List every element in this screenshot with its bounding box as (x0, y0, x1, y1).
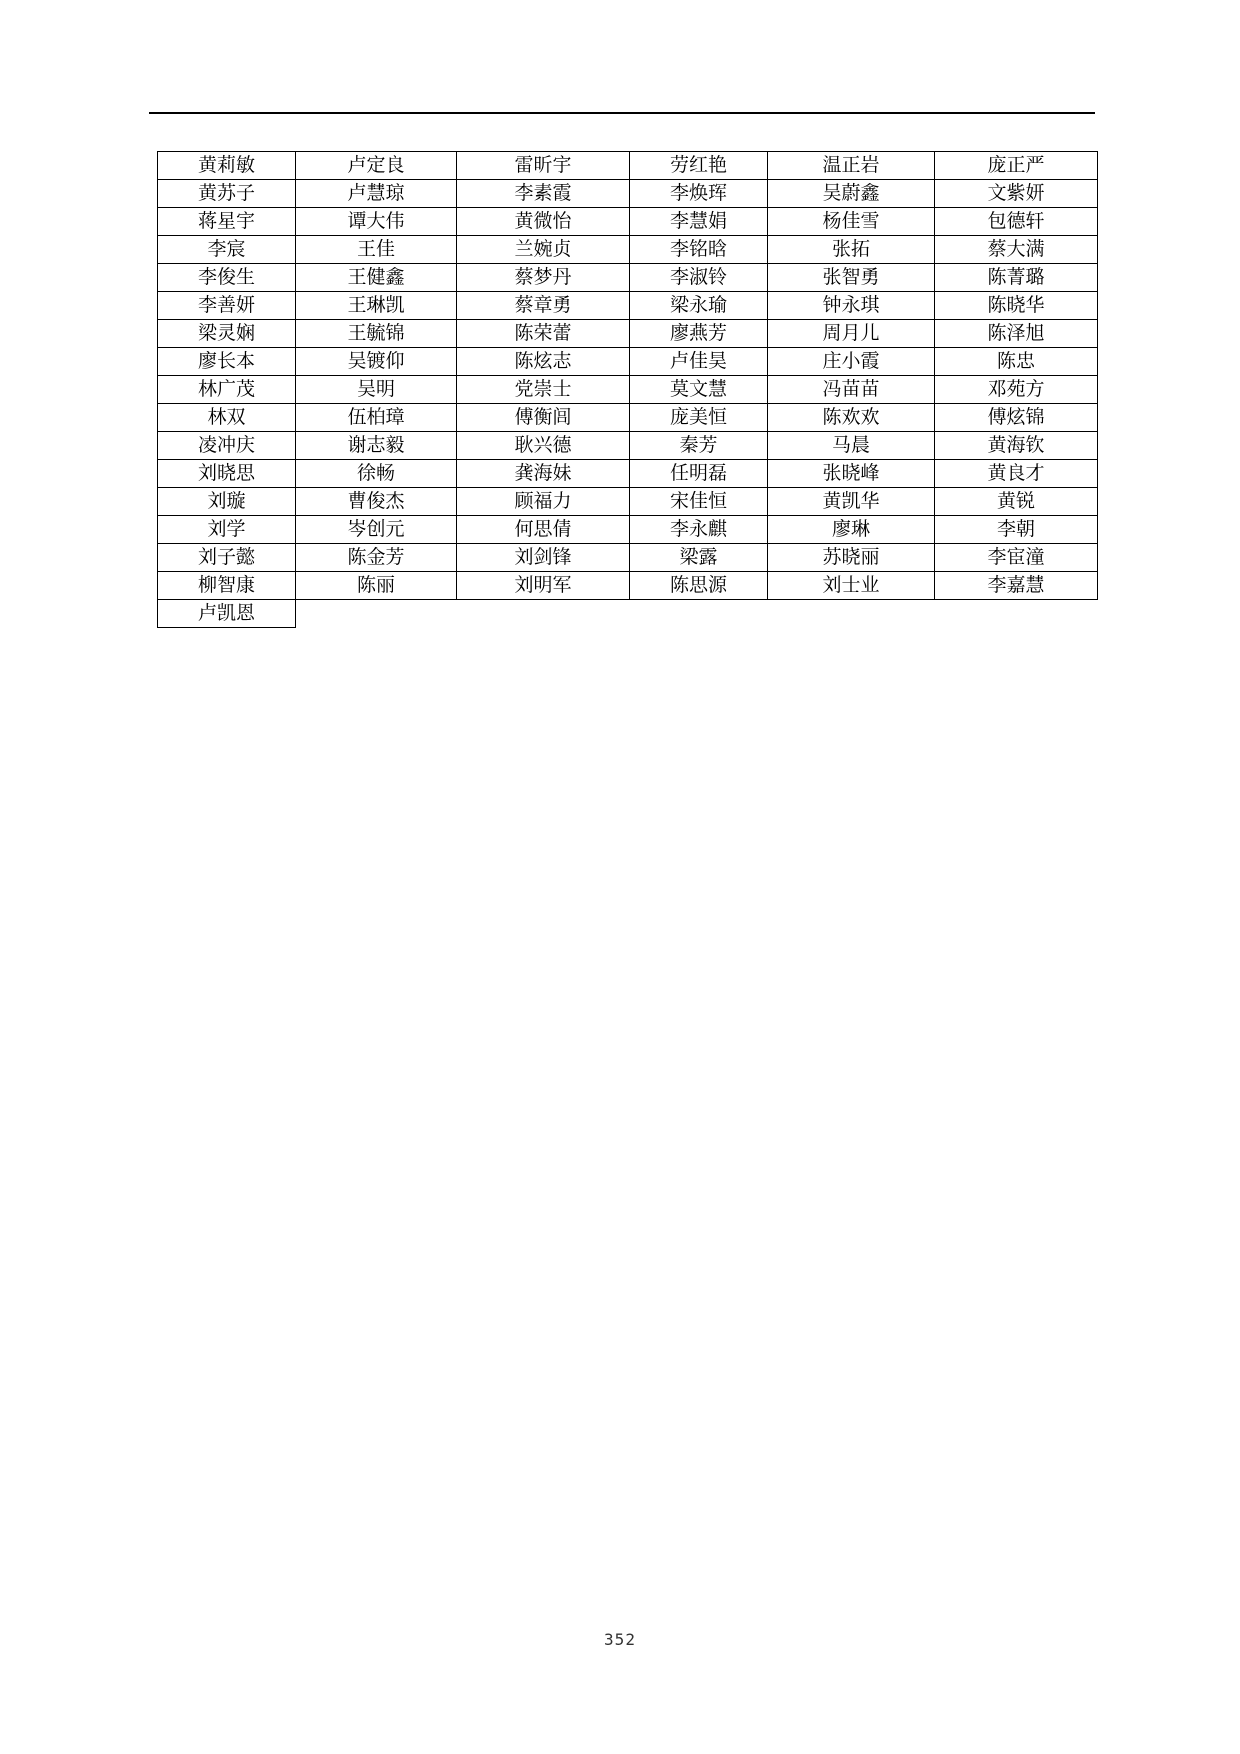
name-cell: 黄莉敏 (158, 152, 296, 180)
name-cell: 谢志毅 (296, 432, 457, 460)
name-cell: 陈金芳 (296, 544, 457, 572)
name-cell: 劳红艳 (630, 152, 768, 180)
name-cell: 陈忠 (935, 348, 1098, 376)
name-cell: 梁灵娴 (158, 320, 296, 348)
name-cell: 蔡梦丹 (457, 264, 630, 292)
empty-cell (768, 600, 935, 628)
table-row (158, 600, 1098, 628)
name-cell: 李善妍 (158, 292, 296, 320)
name-cell: 庄小霞 (768, 348, 935, 376)
name-cell: 陈泽旭 (935, 320, 1098, 348)
name-cell: 卢凯恩 (158, 600, 296, 628)
name-list-table (157, 151, 1098, 628)
name-cell: 刘子懿 (158, 544, 296, 572)
name-cell: 林广茂 (158, 376, 296, 404)
name-cell: 黄锐 (935, 488, 1098, 516)
name-cell: 吴明 (296, 376, 457, 404)
table-row (158, 572, 1098, 600)
name-cell: 卢佳昊 (630, 348, 768, 376)
name-cell: 党崇士 (457, 376, 630, 404)
name-cell: 林双 (158, 404, 296, 432)
name-cell: 庞美恒 (630, 404, 768, 432)
name-cell: 邓苑方 (935, 376, 1098, 404)
name-cell: 陈思源 (630, 572, 768, 600)
name-cell: 卢定良 (296, 152, 457, 180)
name-cell: 李俊生 (158, 264, 296, 292)
name-cell: 张晓峰 (768, 460, 935, 488)
name-cell: 温正岩 (768, 152, 935, 180)
table-row (158, 236, 1098, 264)
table-row (158, 180, 1098, 208)
name-cell: 任明磊 (630, 460, 768, 488)
name-cell: 陈丽 (296, 572, 457, 600)
name-cell: 李宸 (158, 236, 296, 264)
name-cell: 廖燕芳 (630, 320, 768, 348)
name-cell: 谭大伟 (296, 208, 457, 236)
name-cell: 王佳 (296, 236, 457, 264)
name-cell: 张智勇 (768, 264, 935, 292)
table-row (158, 376, 1098, 404)
name-cell: 吴蔚鑫 (768, 180, 935, 208)
name-cell: 廖长本 (158, 348, 296, 376)
name-cell: 傅炫锦 (935, 404, 1098, 432)
name-cell: 庞正严 (935, 152, 1098, 180)
name-cell: 蒋星宇 (158, 208, 296, 236)
name-cell: 李慧娟 (630, 208, 768, 236)
table-row (158, 320, 1098, 348)
name-cell: 何思倩 (457, 516, 630, 544)
table-row (158, 292, 1098, 320)
name-cell: 王毓锦 (296, 320, 457, 348)
name-cell: 李宦潼 (935, 544, 1098, 572)
name-cell: 陈炫志 (457, 348, 630, 376)
name-cell: 秦芳 (630, 432, 768, 460)
name-cell: 徐畅 (296, 460, 457, 488)
table-row (158, 264, 1098, 292)
name-cell: 李嘉慧 (935, 572, 1098, 600)
name-cell: 马晨 (768, 432, 935, 460)
name-cell: 陈欢欢 (768, 404, 935, 432)
name-cell: 刘晓思 (158, 460, 296, 488)
name-cell: 李永麒 (630, 516, 768, 544)
name-cell: 苏晓丽 (768, 544, 935, 572)
name-cell: 钟永琪 (768, 292, 935, 320)
name-cell: 王琳凯 (296, 292, 457, 320)
name-cell: 李素霞 (457, 180, 630, 208)
name-cell: 曹俊杰 (296, 488, 457, 516)
name-cell: 傅衡闾 (457, 404, 630, 432)
name-cell: 雷昕宇 (457, 152, 630, 180)
name-cell: 顾福力 (457, 488, 630, 516)
name-cell: 陈晓华 (935, 292, 1098, 320)
name-cell: 宋佳恒 (630, 488, 768, 516)
name-cell: 柳智康 (158, 572, 296, 600)
name-cell: 黄凯华 (768, 488, 935, 516)
name-cell: 黄苏子 (158, 180, 296, 208)
name-cell: 张拓 (768, 236, 935, 264)
name-cell: 龚海妹 (457, 460, 630, 488)
name-cell: 李淑铃 (630, 264, 768, 292)
empty-cell (296, 600, 457, 628)
name-cell: 周月儿 (768, 320, 935, 348)
table-row (158, 460, 1098, 488)
name-table-body (158, 152, 1098, 628)
empty-cell (457, 600, 630, 628)
name-cell: 凌冲庆 (158, 432, 296, 460)
name-cell: 李铭晗 (630, 236, 768, 264)
name-cell: 伍柏璋 (296, 404, 457, 432)
name-cell: 王健鑫 (296, 264, 457, 292)
name-cell: 李焕珲 (630, 180, 768, 208)
name-cell: 梁露 (630, 544, 768, 572)
name-cell: 黄良才 (935, 460, 1098, 488)
name-cell: 蔡大满 (935, 236, 1098, 264)
name-cell: 兰婉贞 (457, 236, 630, 264)
name-cell: 吴镀仰 (296, 348, 457, 376)
table-row (158, 544, 1098, 572)
name-cell: 冯苗苗 (768, 376, 935, 404)
name-cell: 刘剑锋 (457, 544, 630, 572)
name-cell: 包德轩 (935, 208, 1098, 236)
empty-cell (935, 600, 1098, 628)
name-cell: 陈菁璐 (935, 264, 1098, 292)
header-rule (149, 112, 1095, 114)
name-cell: 耿兴德 (457, 432, 630, 460)
name-cell: 陈荣蕾 (457, 320, 630, 348)
name-cell: 李朝 (935, 516, 1098, 544)
name-cell: 刘璇 (158, 488, 296, 516)
name-cell: 蔡章勇 (457, 292, 630, 320)
name-cell: 刘学 (158, 516, 296, 544)
table-row (158, 348, 1098, 376)
name-cell: 刘明军 (457, 572, 630, 600)
page-number: 352 (604, 1630, 636, 1649)
table-row (158, 404, 1098, 432)
name-cell: 卢慧琼 (296, 180, 457, 208)
name-cell: 岑创元 (296, 516, 457, 544)
name-cell: 刘士业 (768, 572, 935, 600)
table-row (158, 516, 1098, 544)
name-cell: 梁永瑜 (630, 292, 768, 320)
table-row (158, 208, 1098, 236)
table-row (158, 152, 1098, 180)
name-cell: 黄微怡 (457, 208, 630, 236)
table-row (158, 488, 1098, 516)
table-row (158, 432, 1098, 460)
name-cell: 莫文慧 (630, 376, 768, 404)
name-cell: 廖琳 (768, 516, 935, 544)
empty-cell (630, 600, 768, 628)
name-cell: 黄海钦 (935, 432, 1098, 460)
name-cell: 文紫妍 (935, 180, 1098, 208)
name-cell: 杨佳雪 (768, 208, 935, 236)
